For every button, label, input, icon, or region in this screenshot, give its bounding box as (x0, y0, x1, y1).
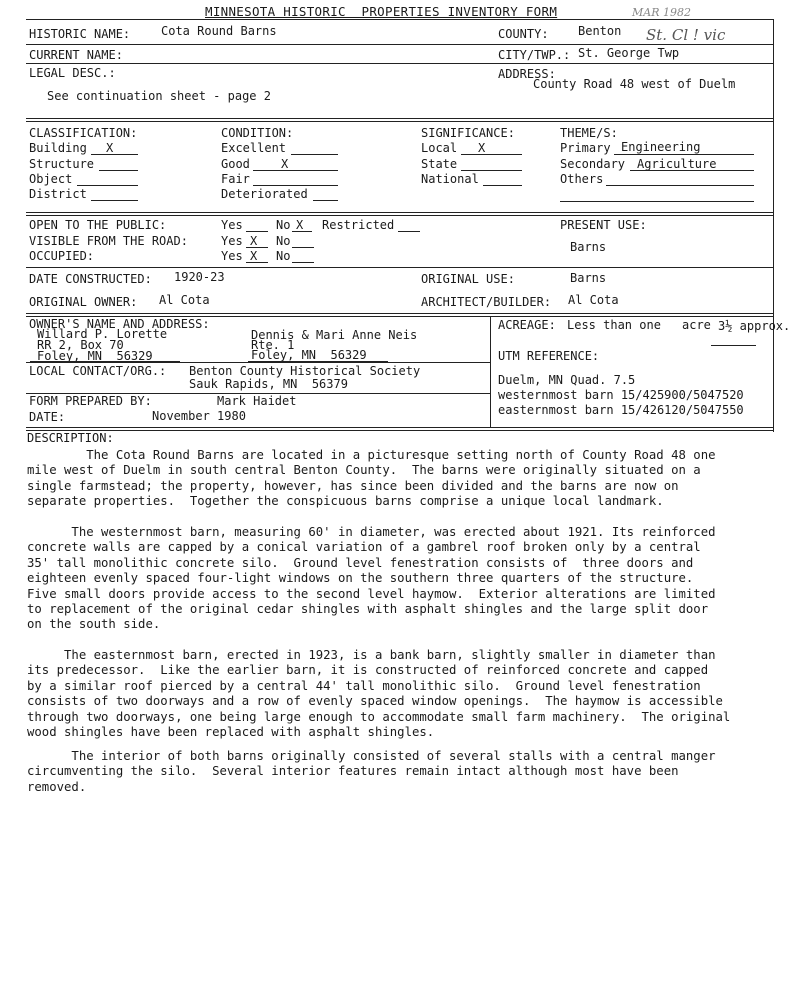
significance-label: SIGNIFICANCE: (421, 126, 515, 140)
condition-excellent: Excellent (221, 141, 287, 155)
original-owner-label: ORIGINAL OWNER: (29, 295, 138, 309)
open-no-mark: X (296, 218, 304, 232)
blank-line (630, 170, 754, 171)
condition-good: Good (221, 157, 250, 171)
significance-local: Local (421, 141, 458, 155)
condition-fair: Fair (221, 172, 250, 186)
theme-secondary-value: Agriculture (637, 157, 717, 171)
present-use: Barns (570, 240, 607, 254)
handwritten-date-note: MAR 1982 (632, 6, 691, 19)
classification-building-mark: X (106, 141, 114, 155)
visible-from-road-label: VISIBLE FROM THE ROAD: (29, 234, 188, 248)
historic-name-label: HISTORIC NAME: (29, 27, 131, 41)
blank-line (614, 154, 754, 155)
utm-quad: Duelm, MN Quad. 7.5 (498, 373, 636, 387)
date-constructed-label: DATE CONSTRUCTED: (29, 272, 152, 286)
blank-line (292, 262, 314, 263)
column-divider (490, 316, 491, 428)
form-title: MINNESOTA HISTORIC PROPERTIES INVENTORY FORM (205, 4, 558, 19)
address-label: ADDRESS: (498, 67, 556, 81)
theme-primary: Primary (560, 141, 611, 155)
condition-deteriorated: Deteriorated (221, 187, 308, 201)
blank-line (91, 200, 138, 201)
row-rule (26, 44, 774, 45)
acreage: Less than one (567, 318, 661, 332)
theme-primary-value: Engineering (621, 140, 701, 154)
owner1-name: Willard P. Lorette (37, 327, 168, 341)
section-rule (26, 267, 774, 268)
description-paragraph-3: The easternmost barn, erected in 1923, is a bank barn, slightly smaller in diameter than its predecessor. Like the earlier barn, it is constructed of reinforced concrete and capped by a similar roof pierced by a central 44' tall monolithic silo. Ground level fenestration consists of two doorways and a row of evenly spaced window openings. The haymow is accessible through two doorways, one being large enough to accommodate small farm machinery. The original wood shingles have been replaced with asphalt shingles. (27, 648, 731, 740)
owner2-address: Rte. 1 (251, 338, 295, 352)
visible-yes: Yes (221, 234, 243, 248)
blank-line (77, 185, 138, 186)
section-rule (26, 430, 774, 431)
owners-label: OWNER'S NAME AND ADDRESS: (29, 317, 210, 331)
present-use-label: PRESENT USE: (560, 218, 647, 232)
utm-easternmost: easternmost barn 15/426120/5047550 (498, 403, 744, 417)
local-contact-line1: Benton County Historical Society (189, 364, 421, 378)
owner1-city: Foley, MN 56329 (37, 349, 153, 363)
open-no: No (276, 218, 291, 232)
section-rule (26, 427, 774, 428)
form-prepared-by: Mark Haidet (217, 394, 297, 408)
original-owner: Al Cota (159, 293, 210, 307)
classification-district: District (29, 187, 87, 201)
blank-line (313, 200, 338, 201)
significance-national: National (421, 172, 479, 186)
architect-label: ARCHITECT/BUILDER: (421, 295, 552, 309)
owner2-name: Dennis & Mari Anne Neis (251, 328, 418, 342)
open-to-public-label: OPEN TO THE PUBLIC: (29, 218, 167, 232)
description-paragraph-4: The interior of both barns originally consisted of several stalls with a central manger circumventing the silo. Several interior features remain intact although most have been removed. (27, 749, 716, 794)
occupied-label: OCCUPIED: (29, 249, 95, 263)
open-restricted: Restricted (322, 218, 395, 232)
occupied-no: No (276, 249, 291, 263)
row-rule (26, 362, 490, 363)
condition-good-mark: X (281, 157, 289, 171)
section-rule (26, 215, 774, 216)
section-rule (26, 118, 774, 119)
blank-line (91, 154, 138, 155)
blank-line (253, 170, 338, 171)
current-name-label: CURRENT NAME: (29, 48, 123, 62)
blank-line (292, 231, 312, 232)
acreage-approx: 3½ approx. (718, 319, 790, 333)
theme-others: Others (560, 172, 604, 186)
address: County Road 48 west of Duelm (533, 77, 736, 91)
blank-line (606, 185, 754, 186)
form-date: November 1980 (152, 409, 246, 423)
description-label: DESCRIPTION: (27, 431, 114, 445)
theme-label: THEME/S: (560, 126, 618, 140)
city-twp-label: CITY/TWP.: (498, 48, 571, 62)
classification-object: Object (29, 172, 73, 186)
row-rule (26, 63, 774, 64)
blank-line (99, 170, 138, 171)
blank-line (253, 185, 338, 186)
occupied-yes-mark: X (250, 249, 258, 263)
blank-line (461, 170, 522, 171)
blank-line (291, 154, 338, 155)
visible-yes-mark: X (250, 234, 258, 248)
blank-line (398, 231, 420, 232)
open-yes: Yes (221, 218, 243, 232)
classification-building: Building (29, 141, 87, 155)
utm-label: UTM REFERENCE: (498, 349, 600, 363)
blank-line (560, 201, 754, 202)
description-paragraph-1: The Cota Round Barns are located in a picturesque setting north of County Road 48 one mile west of Duelm in south central Benton County. The barns were originally situated on a single farmstead; the property, however, has since been divided and the barns are now on separate properties. Together the conspicuous barns comprise a unique local landmark. (27, 448, 716, 509)
occupied-yes: Yes (221, 249, 243, 263)
blank-line (711, 345, 756, 346)
county: Benton (578, 24, 622, 38)
owner2-city: Foley, MN 56329 (251, 348, 367, 362)
section-rule (26, 313, 774, 314)
form-prepared-label: FORM PREPARED BY: (29, 394, 152, 408)
local-contact-label: LOCAL CONTACT/ORG.: (29, 364, 167, 378)
architect: Al Cota (568, 293, 619, 307)
classification-structure: Structure (29, 157, 95, 171)
original-use: Barns (570, 271, 607, 285)
blank-line (246, 262, 268, 263)
legal-desc-label: LEGAL DESC.: (29, 66, 116, 80)
description-paragraph-2: The westernmost barn, measuring 60' in diameter, was erected about 1921. Its reinforced concrete walls are capped by a conical variation of a gambrel roof broken only by a central 35' tall monolithic concrete silo. Ground level fenestration consists of three doors and eighteen evenly spaced four-light windows on the southern three quarters of the structure. Five small doors provide access to the second level haymow. Exterior alterations are limited to replacement of the original cedar shingles with asphalt shingles and the large split door on the south side. (27, 525, 716, 632)
blank-line (246, 247, 268, 248)
blank-line (483, 185, 522, 186)
county-label: COUNTY: (498, 27, 549, 41)
title-rule (26, 19, 774, 20)
visible-no: No (276, 234, 291, 248)
local-contact-line2: Sauk Rapids, MN 56379 (189, 377, 348, 391)
owner1-address: RR 2, Box 70 (37, 338, 124, 352)
utm-westernmost: westernmost barn 15/425900/5047520 (498, 388, 744, 402)
historic-name: Cota Round Barns (161, 24, 277, 38)
blank-line (246, 231, 268, 232)
significance-local-mark: X (478, 141, 486, 155)
theme-secondary: Secondary (560, 157, 626, 171)
city-twp: St. George Twp (578, 46, 680, 60)
form-date-label: DATE: (29, 410, 66, 424)
frame-right (773, 19, 774, 432)
legal-desc: See continuation sheet - page 2 (47, 89, 271, 103)
section-rule (26, 212, 774, 213)
blank-line (292, 247, 314, 248)
handwritten-city-note: St. Cl ! vic (646, 26, 726, 44)
significance-state: State (421, 157, 458, 171)
original-use-label: ORIGINAL USE: (421, 272, 515, 286)
date-constructed: 1920-23 (174, 270, 225, 284)
acreage-acre: acre (682, 318, 711, 332)
classification-label: CLASSIFICATION: (29, 126, 138, 140)
acreage-label: ACREAGE: (498, 318, 556, 332)
condition-label: CONDITION: (221, 126, 294, 140)
section-rule (26, 121, 774, 122)
blank-line (461, 154, 522, 155)
